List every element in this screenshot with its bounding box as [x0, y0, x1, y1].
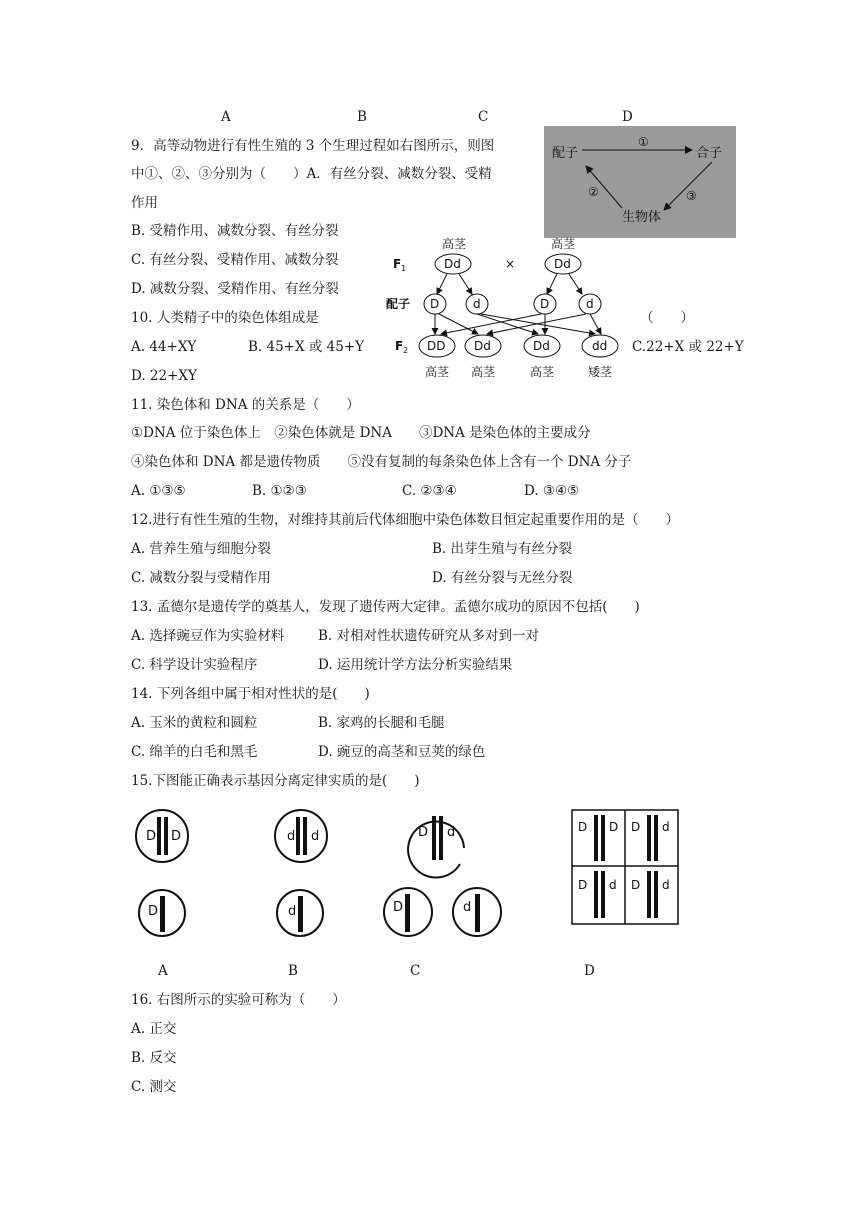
allele-label: D — [148, 904, 159, 919]
q14-option-a: A. 玉米的黄粒和圆粒 — [131, 715, 258, 731]
organism-label: 生物体 — [622, 210, 662, 225]
q12-option-d: D. 有丝分裂与无丝分裂 — [432, 570, 573, 586]
gamete-label: 配子 — [552, 146, 579, 161]
q13-option-d: D. 运用统计学方法分析实验结果 — [318, 657, 513, 673]
q15-stem: 15.下图能正确表示基因分离定律实质的是( ) — [131, 773, 420, 789]
offspring-phenotype-3: 高茎 — [530, 365, 555, 379]
parent1-genotype: Dd — [444, 257, 461, 271]
gamete-ellipse-1 — [424, 294, 446, 314]
gamete-genotype-4: d — [586, 297, 594, 311]
cross-symbol: × — [505, 257, 516, 271]
q10-paren: （ ） — [640, 310, 694, 326]
allele-label: D — [609, 820, 619, 834]
option-letter-d: D — [622, 109, 633, 125]
option-letter-a: A — [221, 109, 231, 125]
allele-label: d — [447, 825, 456, 840]
q9-stem-line3: 作用 — [131, 195, 158, 211]
q11-statements-1: ①DNA 位于染色体上 ②染色体就是 DNA ③DNA 是染色体的主要成分 — [131, 425, 591, 441]
q12-option-a: A. 营养生殖与细胞分裂 — [131, 541, 271, 557]
offspring-genotype-2: Dd — [474, 339, 491, 353]
allele-label: D — [393, 900, 404, 915]
q15-label-d: D — [584, 963, 595, 979]
q13-option-a: A. 选择豌豆作为实验材料 — [131, 628, 285, 644]
f2-label: F — [395, 339, 404, 353]
allele-label: d — [662, 878, 670, 892]
allele-label: D — [578, 878, 588, 892]
q13-option-b: B. 对相对性状遗传研究从多对到一对 — [318, 628, 540, 644]
allele-label: D — [631, 820, 641, 834]
q10-stem: 10. 人类精子中的染色体组成是 — [131, 310, 319, 326]
offspring-genotype-1: DD — [427, 339, 446, 353]
offspring-ellipse-3 — [524, 335, 560, 357]
q13-stem: 13. 孟德尔是遗传学的奠基人，发现了遗传两大定律。孟德尔成功的原因不包括( ) — [131, 599, 640, 615]
allele-label: d — [662, 820, 670, 834]
parent1-ellipse — [435, 254, 471, 274]
offspring-phenotype-2: 高茎 — [471, 365, 496, 379]
q16-option-a: A. 正交 — [131, 1021, 177, 1037]
q11-statements-2: ④染色体和 DNA 都是遗传物质 ⑤没有复制的每条染色体上含有一个 DNA 分子 — [131, 454, 632, 470]
offspring-ellipse-2 — [465, 335, 501, 357]
q10-option-b: B. 45+X 或 45+Y — [248, 339, 365, 355]
q9-option-d: D. 减数分裂、受精作用、有丝分裂 — [131, 281, 339, 297]
q15-label-b: B — [288, 963, 298, 979]
parent2-phenotype: 高茎 — [551, 237, 576, 251]
q11-stem: 11. 染色体和 DNA 的关系是（ ） — [131, 397, 360, 413]
q15-label-a: A — [158, 963, 168, 979]
gamete-ellipse-3 — [534, 294, 556, 314]
parent1-phenotype: 高茎 — [442, 237, 467, 251]
allele-label: d — [463, 900, 472, 915]
q14-option-b: B. 家鸡的长腿和毛腿 — [318, 715, 445, 731]
q9-option-b: B. 受精作用、减数分裂、有丝分裂 — [131, 223, 339, 239]
q15-label-c: C — [410, 963, 421, 979]
offspring-phenotype-4: 矮茎 — [588, 365, 613, 379]
q10-option-d: D. 22+XY — [131, 368, 197, 384]
q14-stem: 14. 下列各组中属于相对性状的是( ) — [131, 686, 370, 702]
q9-stem-line2: 中①、②、③分别为（ ）A．有丝分裂、减数分裂、受精 — [131, 166, 492, 182]
q14-option-d: D. 豌豆的高茎和豆荚的绿色 — [318, 744, 486, 760]
gamete-ellipse-2 — [466, 294, 488, 314]
q11-option-d: D. ③④⑤ — [524, 483, 580, 499]
q11-option-c: C. ②③④ — [402, 483, 457, 499]
marker-2: ② — [588, 185, 599, 199]
q14-option-c: C. 绵羊的白毛和黑毛 — [131, 744, 258, 760]
allele-label: D — [418, 825, 429, 840]
allele-label: D — [578, 820, 588, 834]
q13-option-c: C. 科学设计实验程序 — [131, 657, 258, 673]
f2-subscript: 2 — [403, 346, 409, 355]
offspring-ellipse-1 — [419, 335, 455, 357]
q10-option-c: C.22+X 或 22+Y — [632, 339, 744, 355]
reproduction-cycle-figure — [544, 126, 736, 238]
f1-subscript: 1 — [401, 264, 407, 273]
q12-option-b: B. 出芽生殖与有丝分裂 — [432, 541, 573, 557]
offspring-genotype-4: dd — [592, 339, 608, 353]
gamete-genotype-3: D — [540, 297, 550, 311]
zygote-label: 合子 — [696, 146, 723, 161]
parent2-ellipse — [545, 254, 581, 274]
q10-option-a: A. 44+XY — [131, 339, 197, 355]
marker-3: ③ — [686, 189, 697, 203]
q12-stem: 12.进行有性生殖的生物，对维持其前后代体细胞中染色体数目恒定起重要作用的是（ ） — [131, 512, 679, 528]
q9-stem-line1: 9．高等动物进行有性生殖的 3 个生理过程如右图所示，则图 — [131, 138, 495, 154]
q9-option-c: C. 有丝分裂、受精作用、减数分裂 — [131, 252, 339, 268]
gamete-genotype-2: d — [473, 297, 481, 311]
offspring-phenotype-1: 高茎 — [425, 365, 450, 379]
offspring-ellipse-4 — [582, 335, 618, 357]
offspring-genotype-3: Dd — [533, 339, 550, 353]
allele-label: d — [287, 829, 296, 844]
q11-option-b: B. ①②③ — [252, 483, 307, 499]
q16-stem: 16. 右图所示的实验可称为（ ） — [131, 992, 346, 1008]
gamete-ellipse-4 — [579, 294, 601, 314]
allele-label: D — [146, 829, 157, 844]
f1-label: F — [393, 257, 402, 271]
allele-label: d — [609, 878, 617, 892]
option-letter-b: B — [357, 109, 367, 125]
q11-option-a: A. ①③⑤ — [131, 483, 186, 499]
marker-1: ① — [638, 135, 649, 149]
allele-label: d — [311, 829, 320, 844]
q12-option-c: C. 减数分裂与受精作用 — [131, 570, 271, 586]
gametes-label: 配子 — [386, 297, 411, 311]
allele-label: D — [631, 878, 641, 892]
option-letter-c: C — [478, 109, 489, 125]
parent2-genotype: Dd — [554, 257, 571, 271]
gamete-genotype-1: D — [430, 297, 440, 311]
q16-option-b: B. 反交 — [131, 1050, 177, 1066]
q16-option-c: C. 测交 — [131, 1079, 177, 1095]
allele-label: d — [288, 904, 297, 919]
allele-label: D — [171, 829, 182, 844]
